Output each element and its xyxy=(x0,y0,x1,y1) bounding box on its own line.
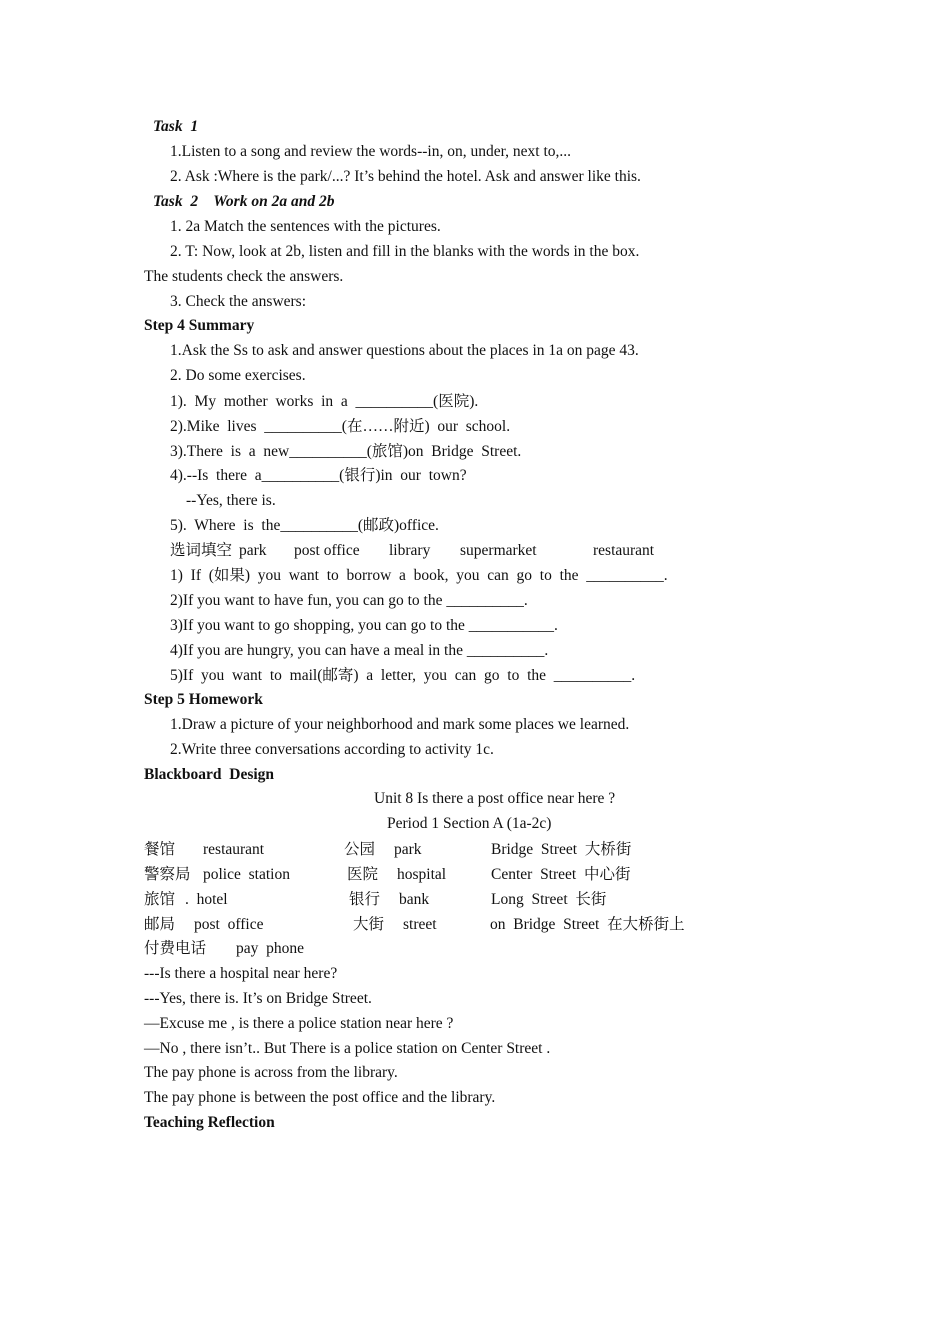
blackboard-title-unit: Unit 8 Is there a post office near here ? xyxy=(374,790,616,807)
exercise-4: 4).--Is there a__________(银行)in our town? xyxy=(170,467,467,484)
step5-heading: Step 5 Homework xyxy=(144,691,263,708)
vocab-en: post office xyxy=(194,916,264,933)
vocab-en: restaurant xyxy=(203,841,265,858)
fill-blank-4: 4)If you are hungry, you can have a meal in the __________. xyxy=(170,642,549,659)
vocab-en: police station xyxy=(203,866,290,883)
wordbank-word: post office xyxy=(294,542,360,559)
vocab-en: hospital xyxy=(397,866,447,883)
wordbank-word: supermarket xyxy=(460,542,537,559)
vocab-street: on Bridge Street 在大桥街上 xyxy=(490,916,685,933)
fill-blank-1: 1) If (如果) you want to borrow a book, you can go to the __________. xyxy=(170,567,668,584)
wordbank-word: restaurant xyxy=(593,542,655,559)
task2-item1: 1. 2a Match the sentences with the pictures. xyxy=(170,218,441,235)
dialog-line: ---Is there a hospital near here? xyxy=(144,965,338,982)
exercise-1: 1). My mother works in a __________(医院). xyxy=(170,393,479,410)
vocab-en: . hotel xyxy=(185,891,228,908)
task2-item3: 3. Check the answers: xyxy=(170,293,307,310)
dialog-line: —No , there isn’t.. But There is a police station on Center Street . xyxy=(144,1040,551,1057)
task1-item2: 2. Ask :Where is the park/...? It’s behind the hotel. Ask and answer like this. xyxy=(170,168,641,185)
vocab-en: street xyxy=(403,916,437,933)
step4-item1: 1.Ask the Ss to ask and answer questions about the places in 1a on page 43. xyxy=(170,342,639,359)
vocab-en: park xyxy=(394,841,422,858)
vocab-street: Bridge Street 大桥街 xyxy=(491,841,632,858)
dialog-line: —Excuse me , is there a police station near here ? xyxy=(144,1015,454,1032)
task1-heading: Task 1 xyxy=(153,118,199,135)
blackboard-heading: Blackboard Design xyxy=(144,766,275,783)
example-sentence: The pay phone is between the post office and the library. xyxy=(144,1089,496,1106)
wordbank-label: 选词填空 xyxy=(170,542,233,559)
vocab-zh: 付费电话 xyxy=(144,940,207,957)
reflection-heading: Teaching Reflection xyxy=(144,1114,275,1131)
blackboard-title-period: Period 1 Section A (1a-2c) xyxy=(387,815,552,832)
dialog-line: ---Yes, there is. It’s on Bridge Street. xyxy=(144,990,372,1007)
vocab-zh: 公园 xyxy=(344,841,376,858)
step4-item2: 2. Do some exercises. xyxy=(170,367,306,384)
exercise-2: 2).Mike lives __________(在……附近) our school. xyxy=(170,418,511,435)
exercise-5: 5). Where is the__________(邮政)office. xyxy=(170,517,439,534)
vocab-zh: 医院 xyxy=(347,866,379,883)
exercise-4-answer: --Yes, there is. xyxy=(186,492,276,509)
vocab-en: bank xyxy=(399,891,430,908)
task2-item2-continued: The students check the answers. xyxy=(144,268,344,285)
step5-item1: 1.Draw a picture of your neighborhood and mark some places we learned. xyxy=(170,716,630,733)
vocab-zh: 大街 xyxy=(353,916,385,933)
wordbank-word: park xyxy=(239,542,267,559)
step4-heading: Step 4 Summary xyxy=(144,317,255,334)
vocab-street: Long Street 长街 xyxy=(491,891,607,908)
exercise-3: 3).There is a new__________(旅馆)on Bridge Street. xyxy=(170,443,522,460)
vocab-zh: 邮局 xyxy=(144,916,176,933)
fill-blank-2: 2)If you want to have fun, you can go to the __________. xyxy=(170,592,528,609)
fill-blank-3: 3)If you want to go shopping, you can go to the ___________. xyxy=(170,617,558,634)
vocab-zh: 餐馆 xyxy=(144,841,176,858)
vocab-street: Center Street 中心街 xyxy=(491,866,631,883)
task1-item1: 1.Listen to a song and review the words--in, on, under, next to,... xyxy=(170,143,572,160)
example-sentence: The pay phone is across from the library. xyxy=(144,1064,398,1081)
vocab-zh: 警察局 xyxy=(144,866,191,883)
vocab-zh: 银行 xyxy=(349,891,381,908)
step5-item2: 2.Write three conversations according to activity 1c. xyxy=(170,741,494,758)
fill-blank-5: 5)If you want to mail(邮寄) a letter, you can go to the __________. xyxy=(170,667,636,684)
vocab-en: pay phone xyxy=(236,940,305,957)
vocab-zh: 旅馆 xyxy=(144,891,176,908)
task2-item2: 2. T: Now, look at 2b, listen and fill in the blanks with the words in the box. xyxy=(170,243,640,260)
wordbank-word: library xyxy=(389,542,431,559)
task2-heading: Task 2 Work on 2a and 2b xyxy=(153,193,335,210)
